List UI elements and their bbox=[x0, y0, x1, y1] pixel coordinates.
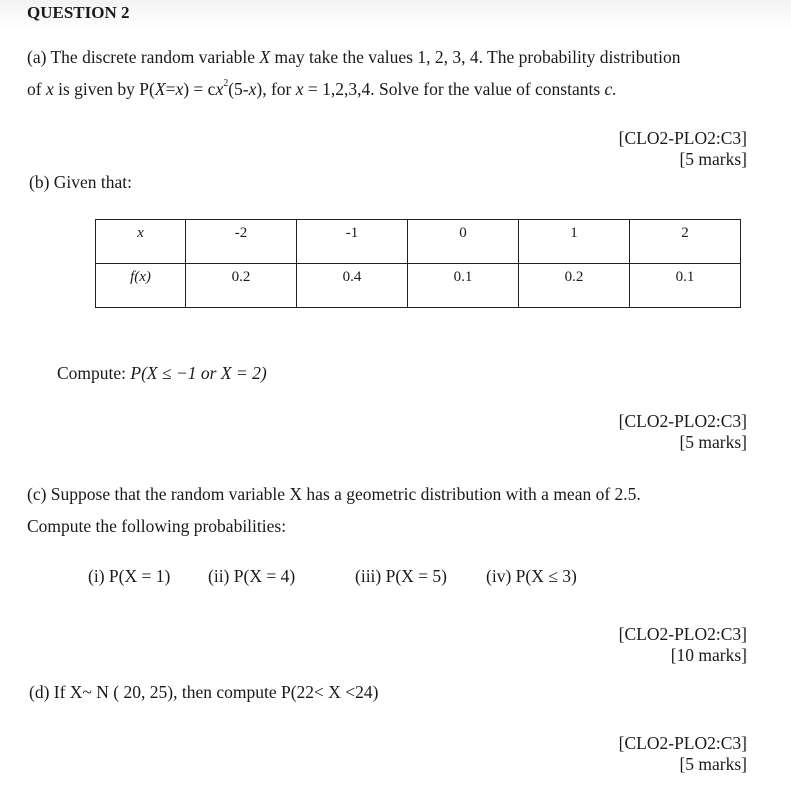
part-a-text: = bbox=[165, 79, 176, 99]
marks-label: [5 marks] bbox=[679, 149, 747, 169]
part-b-compute bbox=[57, 363, 267, 384]
part-b-intro: (b) Given that: bbox=[29, 172, 133, 192]
part-c-option-2: (ii) P(X = 4) bbox=[208, 566, 296, 586]
variable-x: x bbox=[215, 79, 224, 99]
part-a-line-2 bbox=[27, 78, 617, 99]
exponent: 2 bbox=[223, 78, 229, 89]
part-a-text: may take the values 1, 2, 3, 4. The probability distribution bbox=[270, 47, 681, 67]
compute-label: Compute: bbox=[57, 363, 131, 383]
table-cell: 0.4 bbox=[297, 264, 408, 308]
table-cell: 0.1 bbox=[630, 264, 741, 308]
marks-label: [5 marks] bbox=[679, 432, 747, 452]
table-cell: 0.2 bbox=[186, 264, 297, 308]
distribution-table bbox=[95, 219, 741, 308]
part-a-text: ) = c bbox=[183, 79, 216, 99]
part-c-line-2: Compute the following probabilities: bbox=[27, 516, 287, 536]
part-a-text: (5- bbox=[228, 79, 249, 99]
part-b-citation bbox=[619, 411, 747, 453]
table-cell: -2 bbox=[186, 220, 297, 264]
table-header-fx: f(x) bbox=[96, 264, 186, 308]
part-a-line-1 bbox=[27, 49, 681, 67]
part-d-citation bbox=[619, 733, 747, 775]
table-cell: -1 bbox=[297, 220, 408, 264]
variable-x: x bbox=[45, 79, 54, 99]
clo-label: [CLO2-PLO2:C3] bbox=[618, 624, 747, 644]
table-cell: 2 bbox=[630, 220, 741, 264]
part-a-text: is given by P( bbox=[53, 79, 155, 99]
clo-label: [CLO2-PLO2:C3] bbox=[618, 733, 747, 753]
compute-expression: P(X ≤ −1 or X = 2) bbox=[130, 363, 267, 383]
part-a-text: ), for bbox=[256, 79, 296, 99]
part-c-citation bbox=[619, 624, 747, 666]
table-row bbox=[96, 220, 741, 264]
table-header-x: x bbox=[96, 220, 186, 264]
part-a-text: (a) The discrete random variable bbox=[27, 47, 260, 67]
part-a-citation bbox=[619, 128, 747, 170]
question-title: QUESTION 2 bbox=[27, 3, 130, 22]
variable-x: x bbox=[175, 79, 184, 99]
part-c-option-4: (iv) P(X ≤ 3) bbox=[486, 566, 577, 586]
variable-X: X bbox=[154, 79, 166, 99]
part-c-option-3: (iii) P(X = 5) bbox=[355, 566, 448, 586]
part-a-text: of bbox=[27, 79, 46, 99]
clo-label: [CLO2-PLO2:C3] bbox=[618, 411, 747, 431]
part-a-text: = 1,2,3,4. Solve for the value of constants bbox=[303, 79, 605, 99]
table-row bbox=[96, 264, 741, 308]
part-d-text: (d) If X~ N ( 20, 25), then compute P(22< X <24) bbox=[29, 682, 379, 702]
clo-label: [CLO2-PLO2:C3] bbox=[618, 128, 747, 148]
table-cell: 0 bbox=[408, 220, 519, 264]
marks-label: [10 marks] bbox=[670, 645, 747, 665]
table-cell: 0.2 bbox=[519, 264, 630, 308]
variable-X: X bbox=[259, 47, 271, 67]
marks-label: [5 marks] bbox=[679, 754, 747, 774]
table-cell: 1 bbox=[519, 220, 630, 264]
part-c-line-1: (c) Suppose that the random variable X has a geometric distribution with a mean of 2.5. bbox=[27, 484, 641, 504]
part-c-option-1: (i) P(X = 1) bbox=[88, 566, 171, 586]
variable-x: x bbox=[248, 79, 257, 99]
table-cell: 0.1 bbox=[408, 264, 519, 308]
constant-c: c. bbox=[604, 79, 617, 99]
variable-x: x bbox=[295, 79, 304, 99]
